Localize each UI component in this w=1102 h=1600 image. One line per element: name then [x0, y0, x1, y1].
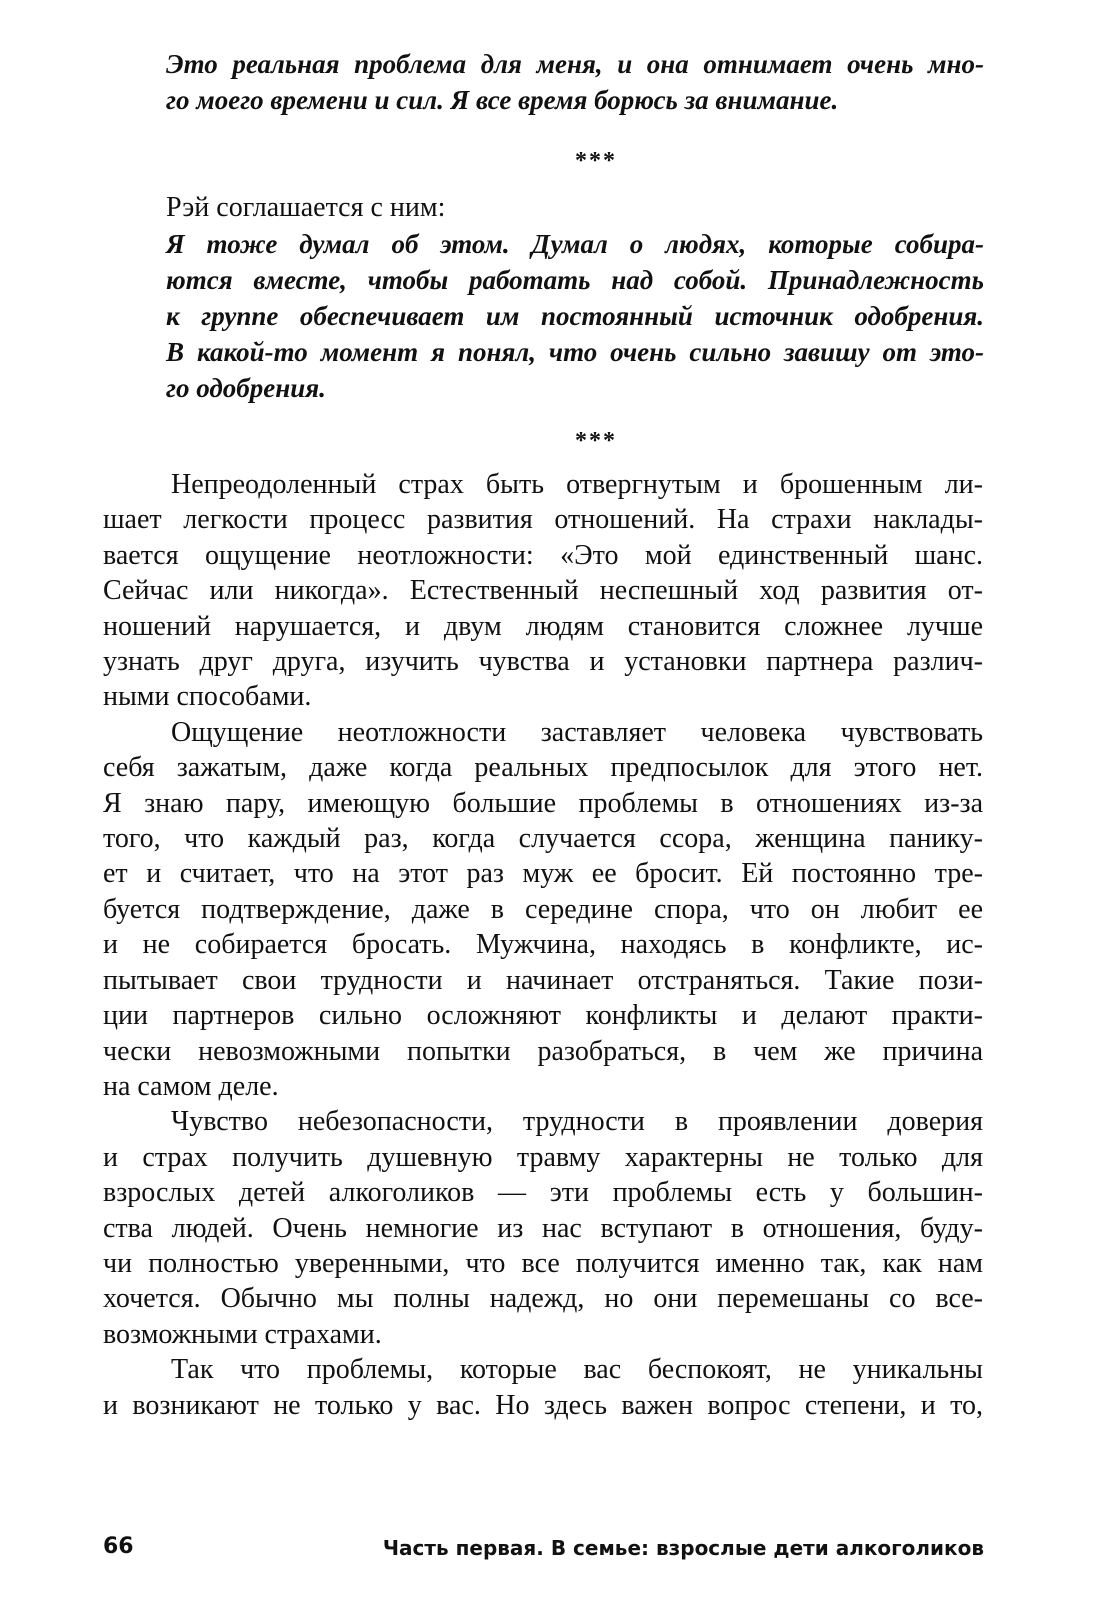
- paragraph-line: чески невозможными попытки разобраться, в чем же причина: [103, 1035, 983, 1067]
- paragraph-line: Чувство небезопасности, трудности в проявлении доверия: [171, 1106, 983, 1138]
- paragraph-line: ношений нарушается, и двум людям становится сложнее лучше: [103, 610, 983, 642]
- paragraph-line: Непреодоленный страх быть отвергнутым и брошенным ли-: [171, 469, 983, 500]
- paragraph-line: шает легкости процесс развития отношений. На страхи наклады-: [103, 504, 983, 536]
- section-separator: ***: [575, 148, 617, 174]
- section-separator: ***: [575, 428, 617, 454]
- paragraph-line: и возникают не только у вас. Но здесь важен вопрос степени, и то,: [103, 1389, 983, 1421]
- paragraph-line: чи полностью уверенными, что все получится именно так, как нам: [103, 1247, 983, 1279]
- paragraph-line: того, что каждый раз, когда случается ссора, женщина панику-: [103, 823, 983, 855]
- paragraph-line: Ощущение неотложности заставляет человека чувствовать: [171, 716, 983, 748]
- quote-line: ются вместе, чтобы работать над собой. Принадлежность: [166, 265, 984, 295]
- paragraph-line: и не собирается бросать. Мужчина, находясь в конфликте, ис-: [103, 929, 983, 961]
- quote-line: В какой-то момент я понял, что очень сильно завишу от это-: [166, 337, 984, 367]
- running-title: Часть первая. В семье: взрослые дети алкоголиков: [382, 1536, 984, 1560]
- quote-line: го моего времени и сил. Я все время борюсь за внимание.: [166, 85, 839, 115]
- paragraph-line: и страх получить душевную травму характерны не только для: [103, 1141, 983, 1173]
- paragraph-line: ции партнеров сильно осложняют конфликты и делают практи-: [103, 1000, 983, 1032]
- quote-block-1: [166, 46, 984, 118]
- paragraph-line: Сейчас или никогда». Естественный неспешный ход развития от-: [103, 575, 983, 607]
- paragraph-line: хочется. Обычно мы полны надежд, но они перемешаны со все-: [103, 1283, 983, 1315]
- paragraph-line: ет и считает, что на этот раз муж ее бросит. Ей постоянно тре-: [103, 858, 983, 890]
- paragraph-line: ства людей. Очень немногие из нас вступают в отношения, буду-: [103, 1212, 983, 1244]
- paragraph-line: ными способами.: [103, 681, 312, 713]
- paragraph-line: Так что проблемы, которые вас беспокоят, не уникальны: [171, 1354, 983, 1386]
- paragraph-line: буется подтверждение, даже в середине спора, что он любит ее: [103, 893, 983, 925]
- page-number: 66: [103, 1534, 134, 1559]
- paragraph-line: на самом деле.: [103, 1070, 279, 1102]
- quote-line: го одобрения.: [166, 373, 326, 403]
- paragraph-line: узнать друг друга, изучить чувства и установки партнера различ-: [103, 646, 983, 678]
- paragraph-line: возможными страхами.: [103, 1318, 382, 1350]
- paragraph-line: Я знаю пару, имеющую большие проблемы в отношениях из-за: [103, 787, 983, 819]
- paragraph-line: вается ощущение неотложности: «Это мой единственный шанс.: [103, 539, 983, 571]
- quote-block-2: [166, 226, 984, 406]
- body-text: [103, 467, 983, 1423]
- paragraph-line: взрослых детей алкоголиков — эти проблемы есть у большин-: [103, 1177, 983, 1209]
- paragraph-line: себя зажатым, даже когда реальных предпосылок для этого нет.: [103, 752, 983, 784]
- paragraph-line: пытывает свои трудности и начинает отстраняться. Такие пози-: [103, 964, 983, 996]
- quote-line: к группе обеспечивает им постоянный источник одобрения.: [166, 301, 984, 331]
- lead-line: Рэй соглашается с ним:: [166, 192, 446, 223]
- quote-line: Это реальная проблема для меня, и она отнимает очень мно-: [166, 49, 984, 79]
- quote-line: Я тоже думал об этом. Думал о людях, которые собира-: [166, 229, 984, 259]
